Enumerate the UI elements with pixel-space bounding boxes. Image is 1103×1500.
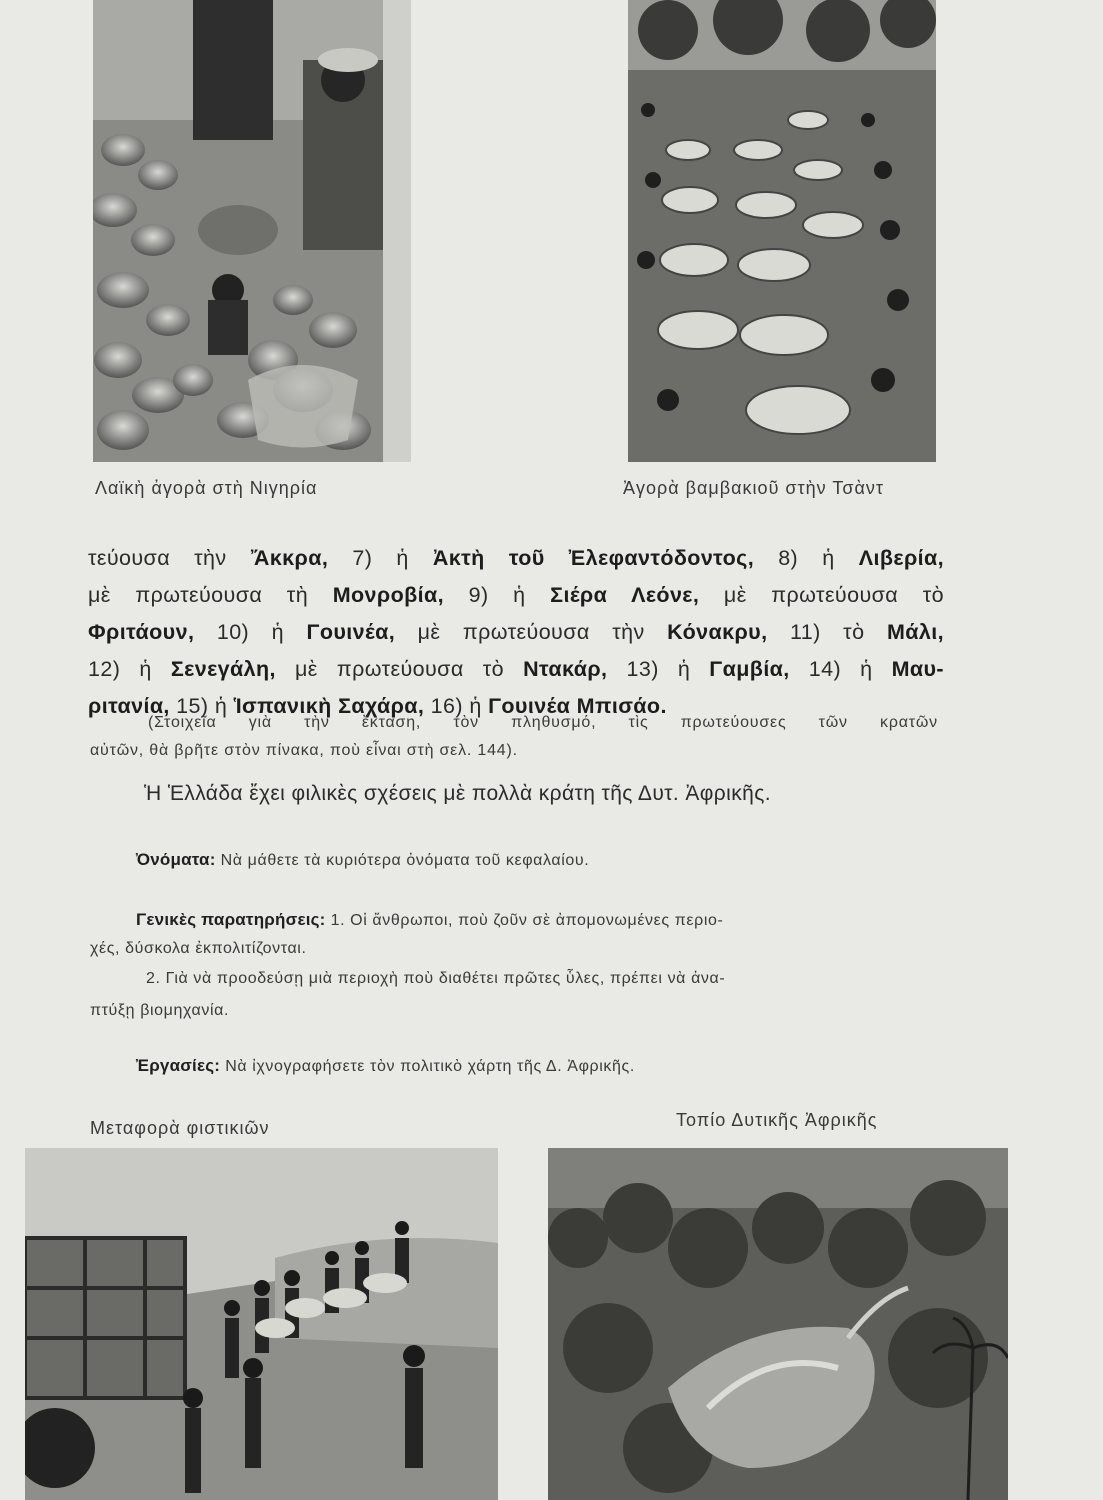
ergasies-note	[136, 1056, 635, 1076]
ergasies-label: Ἐργασίες:	[136, 1056, 221, 1075]
ergasies-text: Νὰ ἰχνογραφήσετε τὸν πολιτικὸ χάρτη τῆς Δ. Ἀφρικῆς.	[220, 1058, 635, 1075]
nigeria-market-caption: Λαϊκὴ ἀγορὰ στὴ Νιγηρία	[95, 478, 318, 498]
onomata-text: Νὰ μάθετε τὰ κυριότερα ὀνόματα τοῦ κεφαλαίου.	[215, 852, 590, 869]
paragraph-line: μὲ πρωτεύουσα τὴ Μονροβία, 9) ἡ Σιέρα Λεόνε, μὲ πρωτεύουσα τὸ	[88, 583, 944, 607]
nigeria-market-photo	[93, 0, 411, 462]
general-notes-line-3: 2. Γιὰ νὰ προοδεύσῃ μιὰ περιοχὴ ποὺ διαθέτει πρῶτες ὗλες, πρέπει νὰ ἀνα-	[146, 970, 726, 987]
onomata-label: Ὀνόματα:	[136, 850, 216, 869]
paragraph-line: Φριτάουν, 10) ἡ Γουινέα, μὲ πρωτεύουσα τὴν Κόνακρυ, 11) τὸ Μάλι,	[88, 620, 944, 644]
paragraph-line: ριτανία, 15) ἡ Ἱσπανικὴ Σαχάρα, 16) ἡ Γουινέα Μπισάο.	[88, 694, 667, 718]
chad-cotton-market-photo	[628, 0, 936, 462]
onomata-note	[136, 850, 589, 870]
peanut-transport-caption: Μεταφορὰ φιστικιῶν	[90, 1118, 270, 1138]
west-africa-landscape-caption: Τοπίο Δυτικῆς Ἀφρικῆς	[676, 1110, 878, 1130]
general-notes-line-4: πτύξῃ βιομηχανία.	[90, 1002, 230, 1019]
greece-relations-sentence: Ἡ Ἑλλάδα ἔχει φιλικὲς σχέσεις μὲ πολλὰ κράτη τῆς Δυτ. Ἀφρικῆς.	[144, 782, 771, 805]
data-reference-line-2: αὐτῶν, θὰ βρῆτε στὸν πίνακα, ποὺ εἶναι στὴ σελ. 144).	[90, 742, 518, 759]
paragraph-line: 12) ἡ Σενεγάλη, μὲ πρωτεύουσα τὸ Ντακάρ, 13) ἡ Γαμβία, 14) ἡ Μαυ-	[88, 657, 944, 681]
data-reference-line-1: (Στοιχεῖα γιὰ τὴν ἔκταση, τὸν πληθυσμό, τὶς πρωτεύουσες τῶν κρατῶν	[148, 714, 938, 731]
chad-cotton-market-caption: Ἀγορὰ βαμβακιοῦ στὴν Τσὰντ	[623, 478, 884, 498]
general-notes-label: Γενικὲς παρατηρήσεις:	[136, 910, 326, 929]
west-africa-landscape-photo	[548, 1148, 1008, 1500]
paragraph-line: τεύουσα τὴν Ἄκκρα, 7) ἡ Ἀκτὴ τοῦ Ἐλεφαντόδοντος, 8) ἡ Λιβερία,	[88, 546, 945, 570]
general-notes-line-1: Γενικὲς παρατηρήσεις: 1. Οἱ ἄνθρωποι, ποὺ ζοῦν σὲ ἀπομονωμένες περιο-	[136, 910, 724, 929]
general-notes-line-2: χές, δύσκολα ἐκπολιτίζονται.	[90, 940, 307, 957]
peanut-transport-photo	[25, 1148, 498, 1500]
countries-paragraph	[88, 540, 944, 725]
